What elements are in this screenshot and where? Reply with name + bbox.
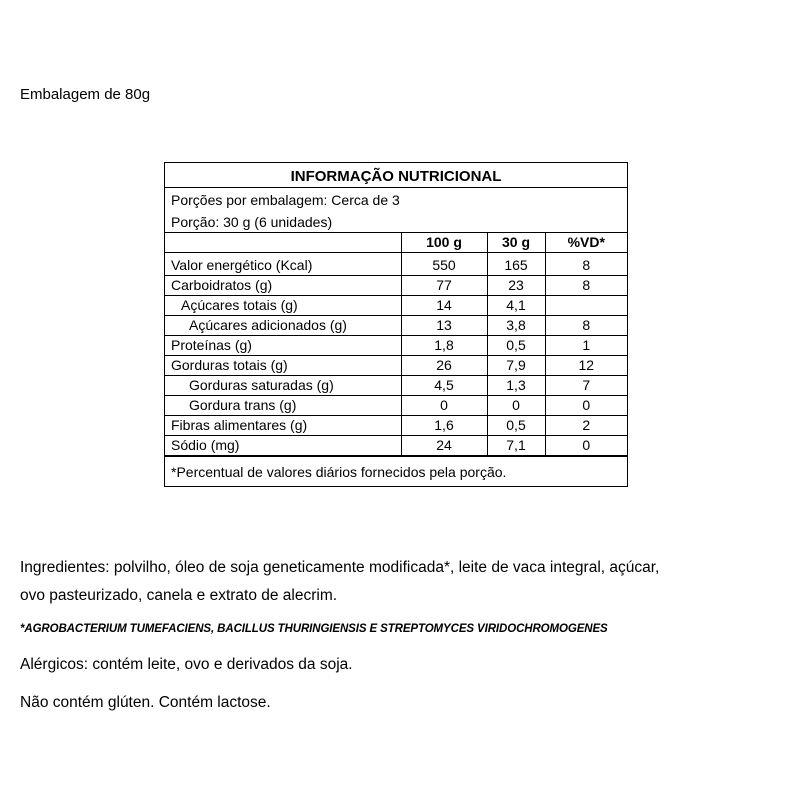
value-per-30g: 165 (487, 253, 545, 276)
table-row (165, 376, 627, 396)
table-row (165, 276, 627, 296)
nutrition-facts-panel (164, 162, 628, 487)
header-per-30g: 30 g (487, 233, 545, 253)
table-row (165, 436, 627, 456)
value-per-30g: 7,1 (487, 436, 545, 456)
nutrient-name: Carboidratos (g) (165, 276, 401, 296)
table-row (165, 396, 627, 416)
table-header-row (165, 233, 627, 253)
table-row (165, 416, 627, 436)
value-per-30g: 0,5 (487, 416, 545, 436)
nutrient-name: Açúcares totais (g) (165, 296, 401, 316)
servings-per-package: Porções por embalagem: Cerca de 3 (171, 192, 400, 208)
header-per-100g: 100 g (401, 233, 487, 253)
value-daily-percent: 7 (545, 376, 627, 396)
table-row (165, 253, 627, 276)
value-per-100g: 1,6 (401, 416, 487, 436)
nutrient-name: Gorduras totais (g) (165, 356, 401, 376)
value-per-30g: 0 (487, 396, 545, 416)
nutrient-name: Gorduras saturadas (g) (165, 376, 401, 396)
value-daily-percent: 12 (545, 356, 627, 376)
value-per-100g: 26 (401, 356, 487, 376)
value-per-30g: 1,3 (487, 376, 545, 396)
nutrient-name: Sódio (mg) (165, 436, 401, 456)
value-per-30g: 0,5 (487, 336, 545, 356)
gluten-lactose-text: Não contém glúten. Contém lactose. (20, 694, 271, 711)
value-daily-percent: 8 (545, 316, 627, 336)
ingredients-line-1: Ingredientes: polvilho, óleo de soja geneticamente modificada*, leite de vaca integral, açúcar, (20, 559, 660, 576)
value-per-30g: 7,9 (487, 356, 545, 376)
serving-size: Porção: 30 g (6 unidades) (171, 214, 333, 230)
nutrient-name: Fibras alimentares (g) (165, 416, 401, 436)
value-daily-percent: 0 (545, 436, 627, 456)
value-daily-percent: 8 (545, 276, 627, 296)
daily-value-footnote: *Percentual de valores diários fornecidos pela porção. (165, 456, 627, 486)
value-per-100g: 13 (401, 316, 487, 336)
nutrition-table (165, 232, 627, 456)
value-per-30g: 23 (487, 276, 545, 296)
value-per-100g: 24 (401, 436, 487, 456)
table-row (165, 336, 627, 356)
gmo-footnote: *AGROBACTERIUM TUMEFACIENS, BACILLUS THURINGIENSIS E STREPTOMYCES VIRIDOCHROMOGENES (20, 623, 608, 635)
value-per-30g: 3,8 (487, 316, 545, 336)
nutrient-name: Valor energético (Kcal) (165, 253, 401, 276)
nutrition-title: INFORMAÇÃO NUTRICIONAL (165, 163, 627, 188)
header-daily-value: %VD* (545, 233, 627, 253)
value-per-100g: 1,8 (401, 336, 487, 356)
ingredients-text (20, 554, 659, 610)
value-daily-percent (545, 296, 627, 316)
value-per-100g: 77 (401, 276, 487, 296)
table-row (165, 356, 627, 376)
value-per-100g: 4,5 (401, 376, 487, 396)
nutrient-name: Açúcares adicionados (g) (165, 316, 401, 336)
nutrient-name: Gordura trans (g) (165, 396, 401, 416)
value-daily-percent: 0 (545, 396, 627, 416)
package-size-label: Embalagem de 80g (20, 86, 151, 103)
table-row (165, 316, 627, 336)
value-per-30g: 4,1 (487, 296, 545, 316)
value-per-100g: 0 (401, 396, 487, 416)
value-daily-percent: 1 (545, 336, 627, 356)
value-daily-percent: 2 (545, 416, 627, 436)
value-per-100g: 550 (401, 253, 487, 276)
table-row (165, 296, 627, 316)
allergens-text: Alérgicos: contém leite, ovo e derivados da soja. (20, 656, 353, 673)
header-nutrient (165, 233, 401, 253)
value-daily-percent: 8 (545, 253, 627, 276)
value-per-100g: 14 (401, 296, 487, 316)
ingredients-line-2: ovo pasteurizado, canela e extrato de alecrim. (20, 587, 338, 604)
nutrient-name: Proteínas (g) (165, 336, 401, 356)
